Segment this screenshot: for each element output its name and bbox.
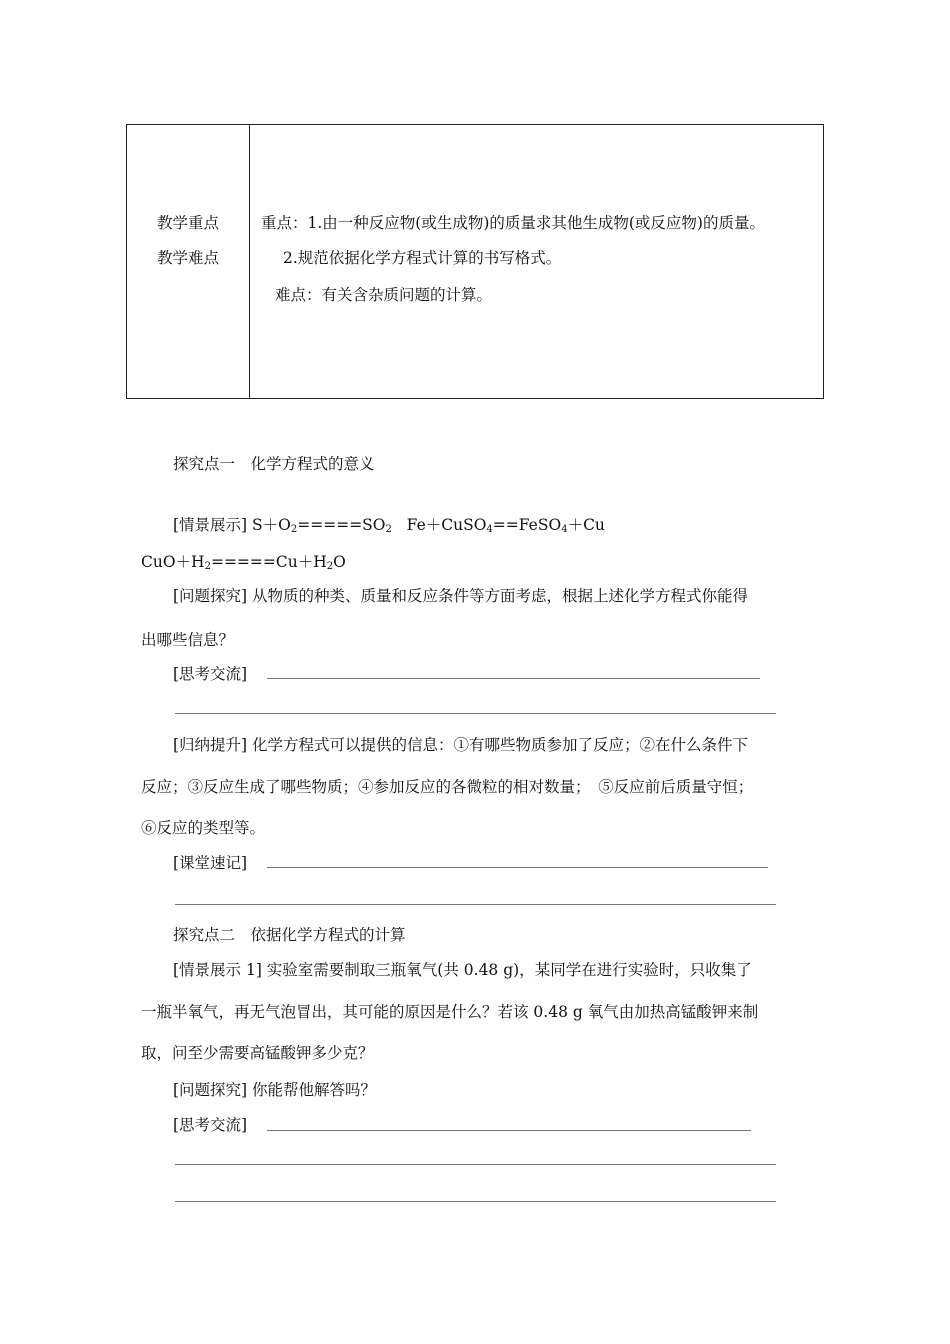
think-label-2: [思考交流] [173,1116,248,1134]
answer-line[interactable] [267,1130,751,1131]
table-divider [249,125,250,398]
scene2-line-2: 一瓶半氧气，再无气泡冒出，其可能的原因是什么？若该 0.48 g 氧气由加热高锰酸钾来制 [141,1003,759,1021]
answer-line[interactable] [175,1164,776,1165]
question-line-1: [问题探究] 从物质的种类、质量和反应条件等方面考虑，根据上述化学方程式你能得 [173,587,749,605]
answer-line[interactable] [267,678,760,679]
equation-3: $CuO+H_2=====Cu+H_2O$ [141,553,346,572]
label-teaching-difficulty: 教学难点 [157,249,220,267]
scene-label: [情景展示] [173,516,248,534]
answer-line[interactable] [175,904,776,905]
section2-title: 探究点二 依据化学方程式的计算 [173,926,406,944]
section1-title: 探究点一 化学方程式的意义 [173,455,375,473]
notes-label: [课堂速记] [173,854,248,872]
summary-line-3: ⑥反应的类型等。 [141,819,266,837]
equation-1: $S+O_2=====SO_2$ [252,516,392,535]
summary-line-1: [归纳提升] 化学方程式可以提供的信息：①有哪些物质参加了反应；②在什么条件下 [173,736,749,754]
question2: [问题探究] 你能帮他解答吗？ [173,1081,377,1099]
answer-line[interactable] [175,713,776,714]
teaching-focus-table [126,124,824,399]
focus-point-1: 重点：1.由一种反应物(或生成物)的质量求其他生成物(或反应物)的质量。 [261,214,765,232]
answer-line[interactable] [267,867,768,868]
difficulty-point: 难点：有关含杂质问题的计算。 [275,286,493,304]
scene2-line-3: 取，问至少需要高锰酸钾多少克？ [141,1044,374,1062]
answer-line[interactable] [175,1201,776,1202]
label-teaching-focus: 教学重点 [157,214,220,232]
summary-line-2: 反应；③反应生成了哪些物质；④参加反应的各微粒的相对数量； ⑤反应前后质量守恒； [141,778,754,796]
scene2-line-1: [情景展示 1] 实验室需要制取三瓶氧气(共 0.48 g)，某同学在进行实验时，只收集了 [173,961,752,979]
focus-point-2: 2.规范依据化学方程式计算的书写格式。 [283,249,562,267]
question-line-2: 出哪些信息？ [141,631,235,649]
think-label-1: [思考交流] [173,665,248,683]
scene-equations-line [173,513,605,535]
equation-2: Fe＋CuSO$_4$==FeSO$_4$＋Cu [406,516,605,535]
